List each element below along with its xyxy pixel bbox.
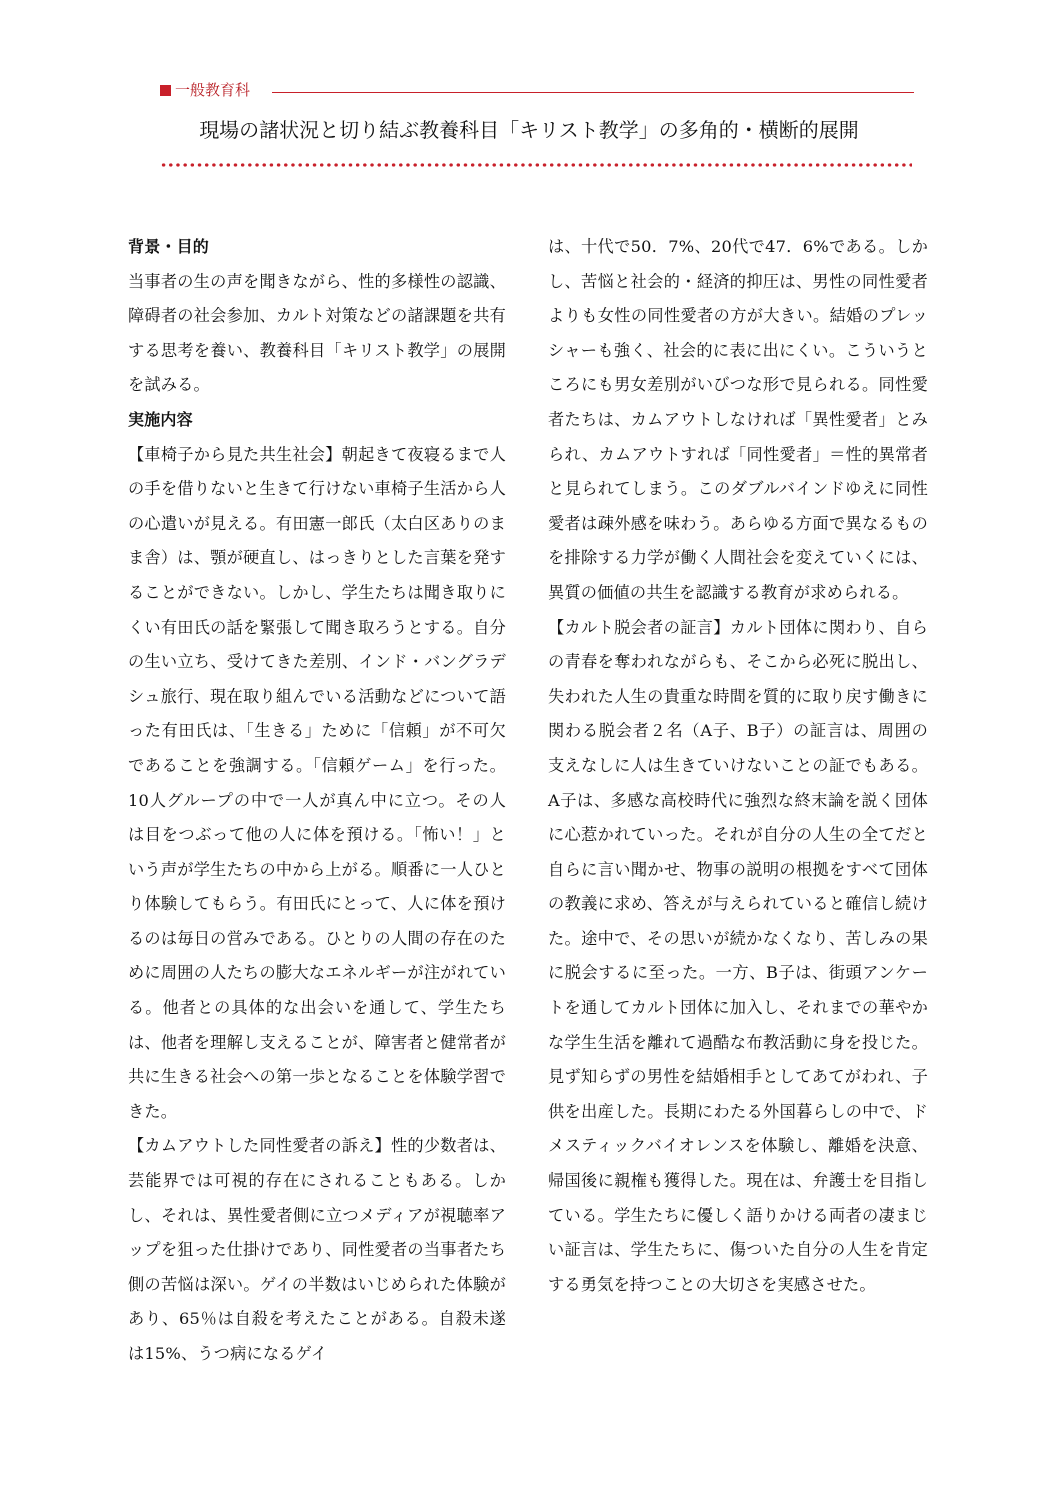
- left-column: [128, 230, 506, 1372]
- header-rule: [272, 92, 914, 93]
- heading-content: 実施内容: [128, 409, 193, 429]
- paragraph-background: 当事者の生の声を聞きながら、性的多様性の認識、障碍者の社会参加、カルト対策などの諸課題を共有する思考を養い、教養科目「キリスト教学」の展開を試みる。: [128, 271, 506, 395]
- right-column: [548, 230, 928, 1302]
- paragraph-comingout-continued: は、十代で50．7%、20代で47．6%である。しかし、苦悩と社会的・経済的抑圧は、男性の同性愛者よりも女性の同性愛者の方が大きい。結婚のプレッシャーも強く、社会的に表に出にくい。こういうところにも男女差別がいびつな形で見られる。同性愛者たちは、カムアウトしなければ「異性愛者」とみられ、カムアウトすれば「同性愛者」＝性的異常者と見られてしまう。このダブルバインドゆえに同性愛者は疎外感を味わう。あらゆる方面で異なるものを排除する力学が働く人間社会を変えていくには、異質の価値の共生を認識する教育が求められる。: [548, 237, 928, 602]
- section-label-text: 一般教育科: [175, 81, 251, 99]
- paragraph-wheelchair: 【車椅子から見た共生社会】朝起きて夜寝るまで人の手を借りないと生きて行けない車椅子生活から人の心遣いが見える。有田憲一郎氏（太白区ありのまま舎）は、顎が硬直し、はっきりとした言葉を発することができない。しかし、学生たちは聞き取りにくい有田氏の話を緊張して聞き取ろうとする。自分の生い立ち、受けてきた差別、インド・バングラデシュ旅行、現在取り組んでいる活動などについて語った有田氏は、「生きる」ために「信頼」が不可欠であることを強調する。「信頼ゲーム」を行った。10人グループの中で一人が真ん中に立つ。その人は目をつぶって他の人に体を預ける。「怖い！」という声が学生たちの中から上がる。順番に一人ひとり体験してもらう。有田氏にとって、人に体を預けるのは毎日の営みである。ひとりの人間の存在のために周囲の人たちの膨大なエネルギーが注がれている。他者との具体的な出会いを通して、学生たちは、他者を理解し支えることが、障害者と健常者が共に生きる社会への第一歩となることを体験学習できた。: [128, 444, 506, 1121]
- dotted-divider: [160, 163, 912, 167]
- paragraph-comingout: 【カムアウトした同性愛者の訴え】性的少数者は、芸能界では可視的存在にされることもある。しかし、それは、異性愛者側に立つメディアが視聴率アップを狙った仕掛けであり、同性愛者の当事者たち側の苦悩は深い。ゲイの半数はいじめられた体験があり、65％は自殺を考えたことがある。自殺未遂は15%、うつ病になるゲイ: [128, 1136, 506, 1363]
- red-square-icon: [160, 85, 171, 96]
- page-title: 現場の諸状況と切り結ぶ教養科目「キリスト教学」の多角的・横断的展開: [199, 118, 859, 142]
- heading-background: 背景・目的: [128, 237, 210, 256]
- paragraph-cult: 【カルト脱会者の証言】カルト団体に関わり、自らの青春を奪われながらも、そこから必死に脱出し、失われた人生の貴重な時間を質的に取り戻す働きに関わる脱会者２名（A子、B子）の証言は、周囲の支えなしに人は生きていけないことの証でもある。A子は、多感な高校時代に強烈な終末論を説く団体に心惹かれていった。それが自分の人生の全てだと自らに言い聞かせ、物事の説明の根拠をすべて団体の教義に求め、答えが与えられていると確信し続けた。途中で、その思いが続かなくなり、苦しみの果に脱会するに至った。一方、B子は、街頭アンケートを通してカルト団体に加入し、それまでの華やかな学生生活を離れて過酷な布教活動に身を投じた。見ず知らずの男性を結婚相手としてあてがわれ、子供を出産した。長期にわたる外国暮らしの中で、ドメスティックバイオレンスを体験し、離婚を決意、帰国後に親権も獲得した。現在は、弁護士を目指している。学生たちに優しく語りかける両者の凄まじい証言は、学生たちに、傷ついた自分の人生を肯定する勇気を持つことの大切さを実感させた。: [548, 617, 928, 1294]
- section-label: [160, 80, 250, 100]
